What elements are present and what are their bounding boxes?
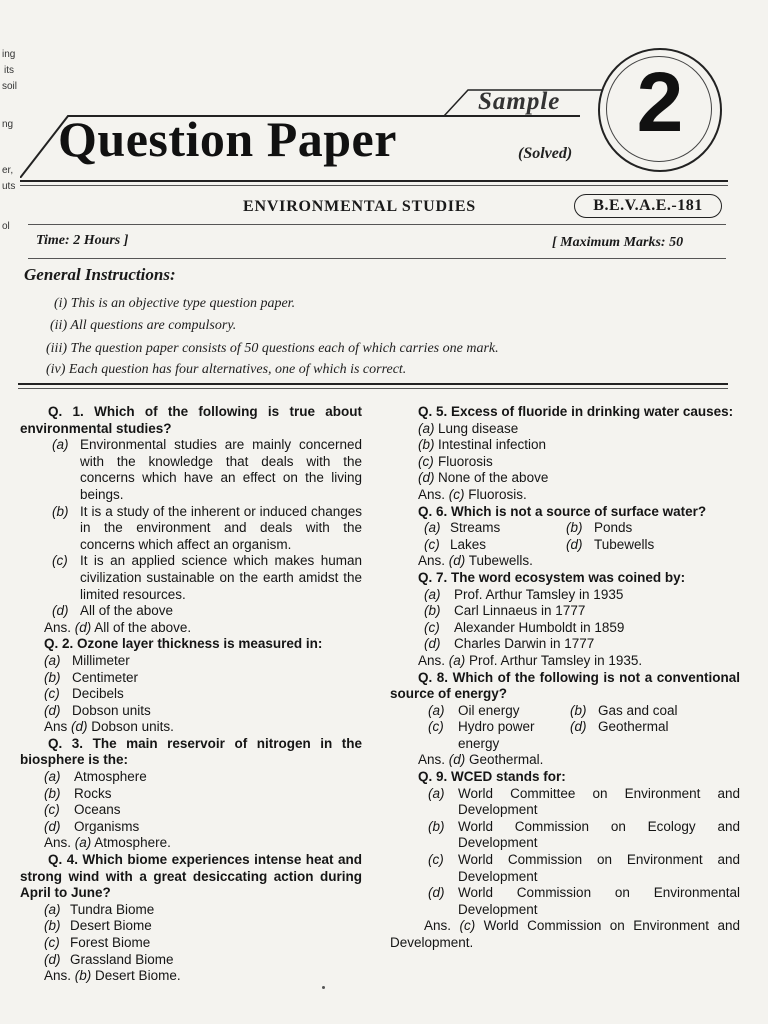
instruction-item: (ii) All questions are compulsory. [50,318,237,333]
answer: Ans. (a) Atmosphere. [44,835,171,851]
question-text: Q. 8. Which of the following is not a conventional source of energy? [390,669,740,702]
margin-fragment: uts [2,181,16,192]
question-text: Q. 6. Which is not a source of surface water? [418,503,707,519]
option: (c) World Commission on Environment and Development [428,852,740,884]
question-text: Q. 4. Which biome experiences intense heat and strong wind with a great desiccating action during April to June? [20,852,362,901]
option: (a) Environmental studies are mainly concerned with the knowledge that deals with the concerns which have an effect on the living beings. [52,437,362,502]
option: (a) Atmosphere [44,769,147,785]
question-block [20,852,362,985]
right-column [390,404,740,952]
option: (c) Oceans [44,802,121,818]
option: (d) Charles Darwin in 1777 [424,636,595,652]
answer: Ans. (d) Tubewells. [418,553,533,569]
margin-fragment: er, [2,165,14,176]
instruction-item: (i) This is an objective type question paper. [54,296,296,311]
instructions-heading: General Instructions: [24,265,176,284]
question-block [20,636,362,736]
divider [28,258,726,259]
option: (c) Alexander Humboldt in 1859 [424,619,625,635]
option: (b) Gas and coal [570,702,678,718]
option-row [390,703,740,720]
option: (a) Streams [424,520,501,536]
option: (a) Prof. Arthur Tamsley in 1935 [424,586,624,602]
option: (a) Tundra Biome [44,901,155,917]
option: (c) Forest Biome [44,935,151,950]
question-text: Q. 1. Which of the following is true about environmental studies? [20,404,362,436]
option-row [390,520,740,537]
answer: Ans. (c) World Commission on Environment and Development. [390,918,740,950]
option: (d) Grassland Biome [44,951,174,967]
margin-fragment: soil [2,81,18,92]
option-row [390,719,740,752]
option-row [390,537,740,554]
option: (d) World Commission on Environmental Development [428,885,740,917]
instruction-item: (iii) The question paper consists of 50 questions each of which carries one mark. [46,341,499,356]
section-divider [18,383,728,385]
option: (c) It is an applied science which makes human civilization sustainable on the earth amidst the limited resources. [52,553,362,602]
option: (d) Organisms [44,818,140,834]
subject-title: ENVIRONMENTAL STUDIES [243,198,476,215]
question-text: Q. 5. Excess of fluoride in drinking water causes: [418,404,734,419]
option: (b) Carl Linnaeus in 1777 [424,603,586,619]
divider [28,224,726,225]
option: (a) Lung disease [418,420,519,436]
question-block [20,736,362,852]
option: (c) Decibels [44,686,124,702]
question-block [390,670,740,770]
print-speck [322,986,325,989]
maximum-marks: [ Maximum Marks: 50 [552,235,684,250]
option: (c) Fluorosis [418,453,493,469]
answer: Ans. (d) All of the above. [44,619,192,635]
question-block [20,404,362,636]
option: (b) Intestinal infection [418,437,547,453]
question-text: Q. 2. Ozone layer thickness is measured in: [44,636,323,652]
margin-fragment: ol [2,221,10,232]
question-block [390,504,740,570]
option: (d) All of the above [52,603,174,619]
option: (b) Ponds [566,520,633,536]
left-column [20,404,362,985]
option: (a) Oil energy [428,702,520,718]
section-divider [18,388,728,389]
question-text: Q. 7. The word ecosystem was coined by: [418,569,686,585]
option: (b) World Commission on Ecology and Development [428,818,740,851]
option: (d) None of the above [418,470,549,486]
margin-fragment: ing [2,49,16,60]
page-title: Question Paper [58,111,397,167]
question-text: Q. 3. The main reservoir of nitrogen in the biosphere is the: [20,735,362,768]
header-divider [20,185,728,186]
option: (b) It is a study of the inherent or induced changes in the environment and deals with the concerns which affect an organism. [52,503,362,552]
answer: Ans (d) Dobson units. [44,719,174,735]
question-block [390,570,740,670]
option: (d) Dobson units [44,702,151,718]
option: (b) Centimeter [44,669,139,685]
option: (b) Rocks [44,785,112,801]
question-text: Q. 9. WCED stands for: [418,769,566,785]
sample-label: Sample [478,88,561,115]
answer: Ans. (a) Prof. Arthur Tamsley in 1935. [418,652,643,668]
header-divider [20,180,728,182]
option: (b) Desert Biome [44,918,152,934]
paper-number: 2 [636,55,684,149]
margin-fragment: its [4,65,14,76]
question-block [390,769,740,952]
time-allowed: Time: 2 Hours ] [36,233,129,248]
option: (d) Tubewells [566,536,655,552]
answer: Ans. (b) Desert Biome. [44,968,181,984]
option: (a) World Committee on Environment and Development [428,785,740,818]
option: (a) Millimeter [44,652,130,668]
option: (c) Hydro power energy [428,719,535,751]
option: (c) Lakes [424,536,487,552]
answer: Ans. (c) Fluorosis. [418,486,527,502]
course-code: B.E.V.A.E.-181 [574,194,722,218]
option: (d) Geothermal [570,719,669,735]
answer: Ans. (d) Geothermal. [418,752,544,768]
question-block [390,404,740,504]
margin-fragment: ng [2,119,14,130]
instruction-item: (iv) Each question has four alternatives, one of which is correct. [46,362,407,377]
solved-label: (Solved) [518,145,573,162]
